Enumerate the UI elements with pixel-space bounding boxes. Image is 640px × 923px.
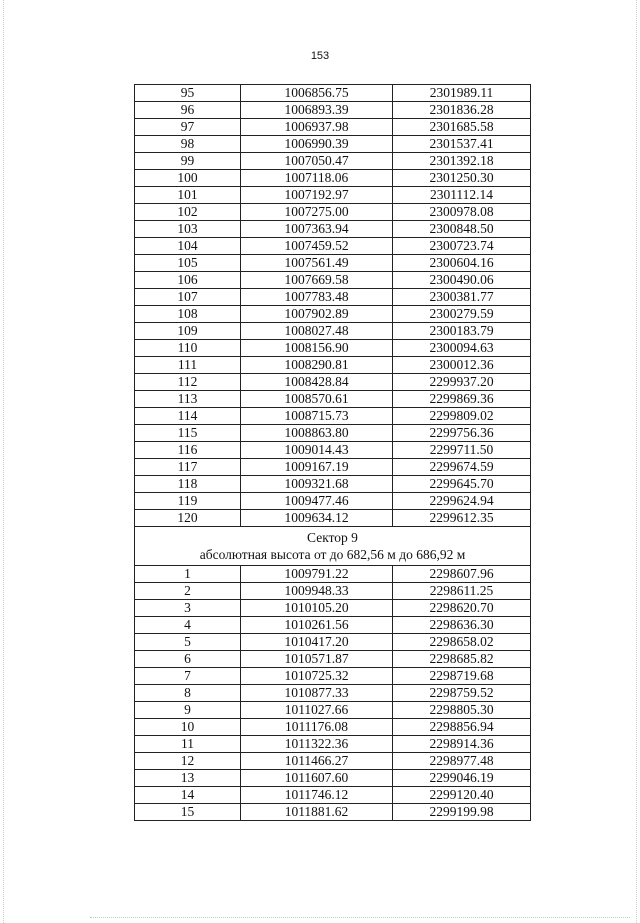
x-coordinate-cell: 1007783.48 bbox=[241, 289, 393, 306]
point-number-cell: 7 bbox=[135, 668, 241, 685]
x-coordinate-cell: 1009948.33 bbox=[241, 583, 393, 600]
x-coordinate-cell: 1010417.20 bbox=[241, 634, 393, 651]
point-number-cell: 96 bbox=[135, 102, 241, 119]
y-coordinate-cell: 2300978.08 bbox=[393, 204, 531, 221]
coordinates-table bbox=[134, 84, 531, 821]
point-number-cell: 14 bbox=[135, 787, 241, 804]
table-row bbox=[135, 136, 531, 153]
point-number-cell: 3 bbox=[135, 600, 241, 617]
table-row bbox=[135, 408, 531, 425]
x-coordinate-cell: 1011607.60 bbox=[241, 770, 393, 787]
sector-title: Сектор 9 bbox=[307, 530, 358, 545]
point-number-cell: 117 bbox=[135, 459, 241, 476]
x-coordinate-cell: 1011027.66 bbox=[241, 702, 393, 719]
point-number-cell: 111 bbox=[135, 357, 241, 374]
x-coordinate-cell: 1010105.20 bbox=[241, 600, 393, 617]
y-coordinate-cell: 2300012.36 bbox=[393, 357, 531, 374]
table-row bbox=[135, 753, 531, 770]
point-number-cell: 102 bbox=[135, 204, 241, 221]
x-coordinate-cell: 1011466.27 bbox=[241, 753, 393, 770]
x-coordinate-cell: 1009477.46 bbox=[241, 493, 393, 510]
point-number-cell: 114 bbox=[135, 408, 241, 425]
point-number-cell: 107 bbox=[135, 289, 241, 306]
point-number-cell: 115 bbox=[135, 425, 241, 442]
y-coordinate-cell: 2299645.70 bbox=[393, 476, 531, 493]
sector-header-cell bbox=[135, 527, 531, 566]
table-row bbox=[135, 459, 531, 476]
y-coordinate-cell: 2298759.52 bbox=[393, 685, 531, 702]
table-row bbox=[135, 425, 531, 442]
table-row bbox=[135, 510, 531, 527]
table-row bbox=[135, 583, 531, 600]
table-row bbox=[135, 668, 531, 685]
y-coordinate-cell: 2298685.82 bbox=[393, 651, 531, 668]
point-number-cell: 106 bbox=[135, 272, 241, 289]
y-coordinate-cell: 2299624.94 bbox=[393, 493, 531, 510]
x-coordinate-cell: 1010725.32 bbox=[241, 668, 393, 685]
scan-edge-bottom bbox=[90, 917, 630, 919]
x-coordinate-cell: 1008428.84 bbox=[241, 374, 393, 391]
y-coordinate-cell: 2300848.50 bbox=[393, 221, 531, 238]
y-coordinate-cell: 2299674.59 bbox=[393, 459, 531, 476]
point-number-cell: 2 bbox=[135, 583, 241, 600]
point-number-cell: 100 bbox=[135, 170, 241, 187]
point-number-cell: 97 bbox=[135, 119, 241, 136]
y-coordinate-cell: 2298636.30 bbox=[393, 617, 531, 634]
table-section-2 bbox=[135, 566, 531, 821]
table-row bbox=[135, 340, 531, 357]
x-coordinate-cell: 1007669.58 bbox=[241, 272, 393, 289]
table-row bbox=[135, 617, 531, 634]
y-coordinate-cell: 2301112.14 bbox=[393, 187, 531, 204]
point-number-cell: 11 bbox=[135, 736, 241, 753]
point-number-cell: 99 bbox=[135, 153, 241, 170]
point-number-cell: 15 bbox=[135, 804, 241, 821]
table-row bbox=[135, 787, 531, 804]
y-coordinate-cell: 2301989.11 bbox=[393, 85, 531, 102]
table-row bbox=[135, 702, 531, 719]
y-coordinate-cell: 2298620.70 bbox=[393, 600, 531, 617]
point-number-cell: 9 bbox=[135, 702, 241, 719]
x-coordinate-cell: 1011881.62 bbox=[241, 804, 393, 821]
table-row bbox=[135, 255, 531, 272]
point-number-cell: 112 bbox=[135, 374, 241, 391]
y-coordinate-cell: 2299046.19 bbox=[393, 770, 531, 787]
scan-edge-left bbox=[3, 0, 5, 923]
point-number-cell: 109 bbox=[135, 323, 241, 340]
x-coordinate-cell: 1007902.89 bbox=[241, 306, 393, 323]
table-row bbox=[135, 85, 531, 102]
y-coordinate-cell: 2298611.25 bbox=[393, 583, 531, 600]
point-number-cell: 120 bbox=[135, 510, 241, 527]
table-row bbox=[135, 493, 531, 510]
x-coordinate-cell: 1011746.12 bbox=[241, 787, 393, 804]
table-row bbox=[135, 323, 531, 340]
point-number-cell: 108 bbox=[135, 306, 241, 323]
y-coordinate-cell: 2298914.36 bbox=[393, 736, 531, 753]
point-number-cell: 110 bbox=[135, 340, 241, 357]
x-coordinate-cell: 1008027.48 bbox=[241, 323, 393, 340]
y-coordinate-cell: 2299120.40 bbox=[393, 787, 531, 804]
table-row bbox=[135, 289, 531, 306]
table-row bbox=[135, 476, 531, 493]
table-row bbox=[135, 566, 531, 583]
x-coordinate-cell: 1009634.12 bbox=[241, 510, 393, 527]
point-number-cell: 5 bbox=[135, 634, 241, 651]
table-row bbox=[135, 804, 531, 821]
table-row bbox=[135, 770, 531, 787]
x-coordinate-cell: 1008715.73 bbox=[241, 408, 393, 425]
point-number-cell: 12 bbox=[135, 753, 241, 770]
table-row bbox=[135, 719, 531, 736]
y-coordinate-cell: 2298658.02 bbox=[393, 634, 531, 651]
point-number-cell: 119 bbox=[135, 493, 241, 510]
y-coordinate-cell: 2299612.35 bbox=[393, 510, 531, 527]
y-coordinate-cell: 2301685.58 bbox=[393, 119, 531, 136]
x-coordinate-cell: 1009321.68 bbox=[241, 476, 393, 493]
table-row bbox=[135, 374, 531, 391]
x-coordinate-cell: 1010261.56 bbox=[241, 617, 393, 634]
y-coordinate-cell: 2300381.77 bbox=[393, 289, 531, 306]
x-coordinate-cell: 1011176.08 bbox=[241, 719, 393, 736]
x-coordinate-cell: 1007118.06 bbox=[241, 170, 393, 187]
point-number-cell: 6 bbox=[135, 651, 241, 668]
x-coordinate-cell: 1011322.36 bbox=[241, 736, 393, 753]
table-row bbox=[135, 238, 531, 255]
point-number-cell: 118 bbox=[135, 476, 241, 493]
y-coordinate-cell: 2300490.06 bbox=[393, 272, 531, 289]
x-coordinate-cell: 1008570.61 bbox=[241, 391, 393, 408]
table-row bbox=[135, 221, 531, 238]
table-row bbox=[135, 153, 531, 170]
table-row bbox=[135, 736, 531, 753]
table-row bbox=[135, 391, 531, 408]
point-number-cell: 98 bbox=[135, 136, 241, 153]
x-coordinate-cell: 1007275.00 bbox=[241, 204, 393, 221]
y-coordinate-cell: 2299756.36 bbox=[393, 425, 531, 442]
x-coordinate-cell: 1009791.22 bbox=[241, 566, 393, 583]
x-coordinate-cell: 1006937.98 bbox=[241, 119, 393, 136]
x-coordinate-cell: 1006893.39 bbox=[241, 102, 393, 119]
table-row bbox=[135, 634, 531, 651]
y-coordinate-cell: 2298719.68 bbox=[393, 668, 531, 685]
y-coordinate-cell: 2298977.48 bbox=[393, 753, 531, 770]
x-coordinate-cell: 1009014.43 bbox=[241, 442, 393, 459]
point-number-cell: 105 bbox=[135, 255, 241, 272]
table-row bbox=[135, 272, 531, 289]
y-coordinate-cell: 2301537.41 bbox=[393, 136, 531, 153]
table-row bbox=[135, 187, 531, 204]
x-coordinate-cell: 1008290.81 bbox=[241, 357, 393, 374]
table-row bbox=[135, 102, 531, 119]
y-coordinate-cell: 2299199.98 bbox=[393, 804, 531, 821]
y-coordinate-cell: 2299937.20 bbox=[393, 374, 531, 391]
x-coordinate-cell: 1008863.80 bbox=[241, 425, 393, 442]
y-coordinate-cell: 2300604.16 bbox=[393, 255, 531, 272]
table-row bbox=[135, 600, 531, 617]
x-coordinate-cell: 1006856.75 bbox=[241, 85, 393, 102]
point-number-cell: 116 bbox=[135, 442, 241, 459]
x-coordinate-cell: 1010877.33 bbox=[241, 685, 393, 702]
y-coordinate-cell: 2300183.79 bbox=[393, 323, 531, 340]
point-number-cell: 95 bbox=[135, 85, 241, 102]
point-number-cell: 4 bbox=[135, 617, 241, 634]
table-row bbox=[135, 685, 531, 702]
point-number-cell: 10 bbox=[135, 719, 241, 736]
y-coordinate-cell: 2298805.30 bbox=[393, 702, 531, 719]
sector-header-row bbox=[135, 527, 531, 566]
y-coordinate-cell: 2300094.63 bbox=[393, 340, 531, 357]
x-coordinate-cell: 1007561.49 bbox=[241, 255, 393, 272]
x-coordinate-cell: 1007050.47 bbox=[241, 153, 393, 170]
y-coordinate-cell: 2301392.18 bbox=[393, 153, 531, 170]
y-coordinate-cell: 2301250.30 bbox=[393, 170, 531, 187]
y-coordinate-cell: 2299809.02 bbox=[393, 408, 531, 425]
y-coordinate-cell: 2300279.59 bbox=[393, 306, 531, 323]
x-coordinate-cell: 1007192.97 bbox=[241, 187, 393, 204]
x-coordinate-cell: 1007363.94 bbox=[241, 221, 393, 238]
table-row bbox=[135, 306, 531, 323]
x-coordinate-cell: 1010571.87 bbox=[241, 651, 393, 668]
sector-subtitle: абсолютная высота от до 682,56 м до 686,92 м bbox=[199, 547, 466, 562]
y-coordinate-cell: 2299869.36 bbox=[393, 391, 531, 408]
y-coordinate-cell: 2300723.74 bbox=[393, 238, 531, 255]
table-row bbox=[135, 442, 531, 459]
y-coordinate-cell: 2301836.28 bbox=[393, 102, 531, 119]
table-row bbox=[135, 357, 531, 374]
y-coordinate-cell: 2298607.96 bbox=[393, 566, 531, 583]
point-number-cell: 103 bbox=[135, 221, 241, 238]
table-row bbox=[135, 119, 531, 136]
point-number-cell: 101 bbox=[135, 187, 241, 204]
point-number-cell: 8 bbox=[135, 685, 241, 702]
point-number-cell: 113 bbox=[135, 391, 241, 408]
page-number: 153 bbox=[310, 50, 330, 62]
table-row bbox=[135, 170, 531, 187]
point-number-cell: 1 bbox=[135, 566, 241, 583]
table-row bbox=[135, 204, 531, 221]
x-coordinate-cell: 1008156.90 bbox=[241, 340, 393, 357]
y-coordinate-cell: 2299711.50 bbox=[393, 442, 531, 459]
table-section-1 bbox=[135, 85, 531, 527]
point-number-cell: 13 bbox=[135, 770, 241, 787]
x-coordinate-cell: 1007459.52 bbox=[241, 238, 393, 255]
scan-edge-right bbox=[636, 0, 638, 923]
y-coordinate-cell: 2298856.94 bbox=[393, 719, 531, 736]
point-number-cell: 104 bbox=[135, 238, 241, 255]
table-row bbox=[135, 651, 531, 668]
sector-header-group bbox=[135, 527, 531, 566]
x-coordinate-cell: 1006990.39 bbox=[241, 136, 393, 153]
x-coordinate-cell: 1009167.19 bbox=[241, 459, 393, 476]
